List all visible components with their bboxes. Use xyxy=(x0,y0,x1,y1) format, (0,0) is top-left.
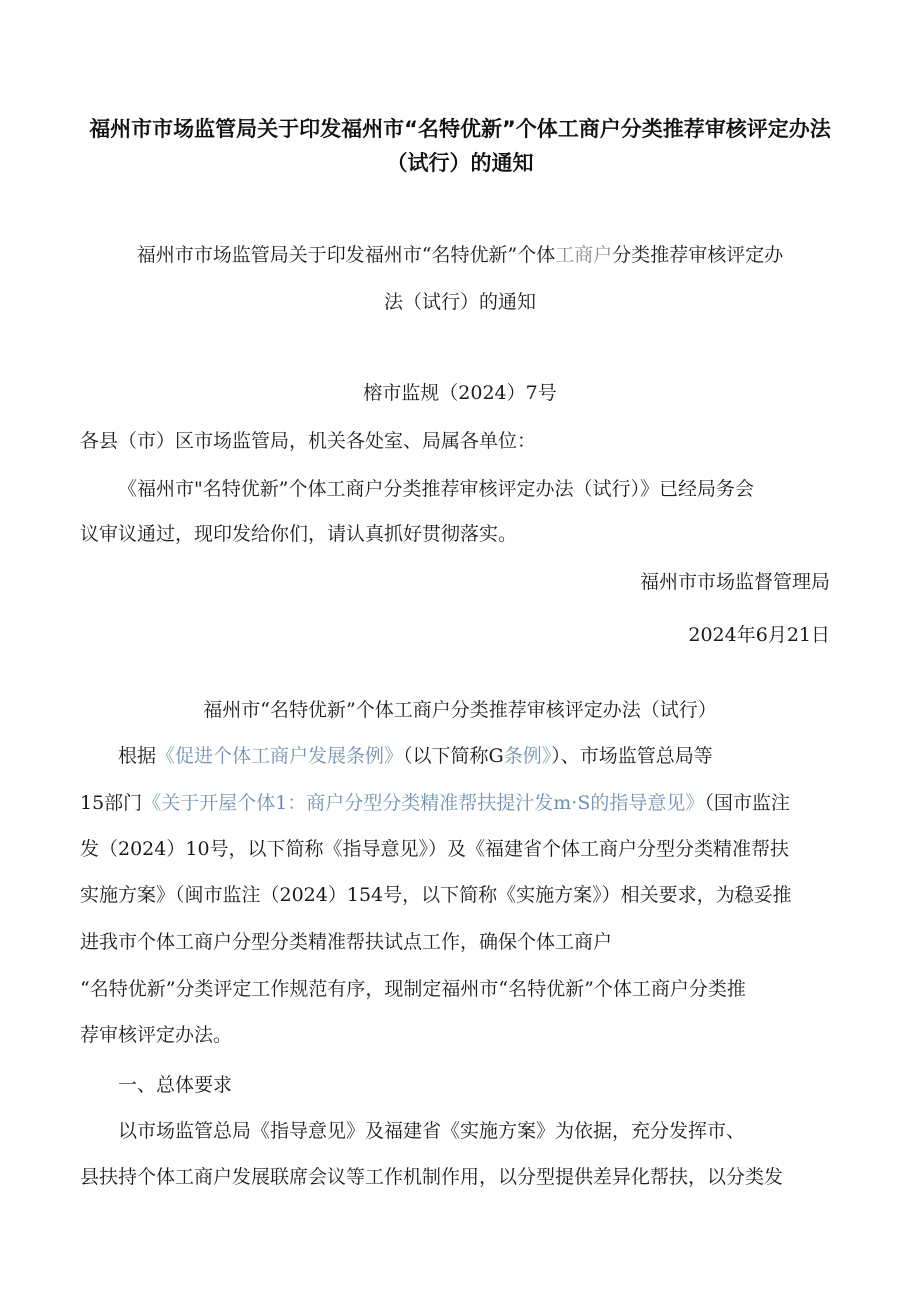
document-number: 榕市监规（2024）7号 xyxy=(363,382,557,404)
para1-line-4: 实施方案》（闽市监注（2024）154号，以下简称《实施方案》）相关要求，为稳妥推 xyxy=(80,884,792,906)
para-text: 根据 xyxy=(118,745,157,767)
para1-line-1 xyxy=(118,743,713,769)
para-text: ）、市场监管总局等 xyxy=(551,745,713,767)
document-heading-title: 福州市市场监管局关于印发福州市“名特优新”个体工商户分类推荐审核评定办法（试行）的通知 xyxy=(89,117,831,175)
salutation: 各县（市）区市场监管局，机关各处室、局属各单位： xyxy=(80,430,537,452)
para1-line-2 xyxy=(80,790,790,816)
para-text: （以下简称G xyxy=(403,745,504,767)
para-text: 15部门 xyxy=(80,792,143,814)
issue-date: 2024年6月21日 xyxy=(688,624,830,646)
body-title-part: 福州市市场监管局关于印发福州市“名特优新”个体 xyxy=(136,244,556,266)
para-text: （国市监注 xyxy=(704,792,790,814)
issuer-signature: 福州市市场监督管理局 xyxy=(639,571,830,593)
para1-line-7: 荐审核评定办法。 xyxy=(80,1024,233,1046)
para1-line-3: 发（2024）10号，以下简称《指导意见》）及《福建省个体工商户分型分类精准帮扶 xyxy=(80,838,790,860)
para2-line-1: 以市场监管总局《指导意见》及福建省《实施方案》为依据，充分发挥市、 xyxy=(118,1120,746,1142)
body-title-part: 分类推荐审核评定办 xyxy=(612,244,784,266)
para2-line-2: 县扶持个体工商户发展联席会议等工作机制作用，以分型提供差异化帮扶，以分类发 xyxy=(80,1166,784,1188)
regulation-link[interactable]: 《促进个体工商户发展条例》 xyxy=(156,745,404,767)
regulation-short-link[interactable]: 条例》 xyxy=(503,745,552,767)
guidance-link[interactable]: 《关于开屋个体1：商户分型分类精准帮扶提汁发m·S的指导意见》 xyxy=(142,792,705,814)
para1-line-5: 进我市个体工商户分型分类精准帮扶试点工作，确保个体工商户 xyxy=(80,931,613,953)
body-title-line-1 xyxy=(0,242,920,268)
section-1-title: 一、总体要求 xyxy=(118,1074,233,1096)
measures-title: 福州市“名特优新”个体工商户分类推荐审核评定办法（试行） xyxy=(203,699,717,721)
intro-line-2: 议审议通过，现印发给你们，请认真抓好贯彻落实。 xyxy=(80,523,518,545)
body-title-line-2: 法（试行）的通知 xyxy=(383,291,536,313)
intro-line-1: 《福州市"名特优新”个体工商户分类推荐审核评定办法（试行）》已经局务会 xyxy=(118,478,754,500)
body-title-faint-part: 工商户 xyxy=(555,244,613,266)
para1-line-6: “名特优新”分类评定工作规范有序，现制定福州市“名特优新”个体工商户分类推 xyxy=(80,978,746,1000)
